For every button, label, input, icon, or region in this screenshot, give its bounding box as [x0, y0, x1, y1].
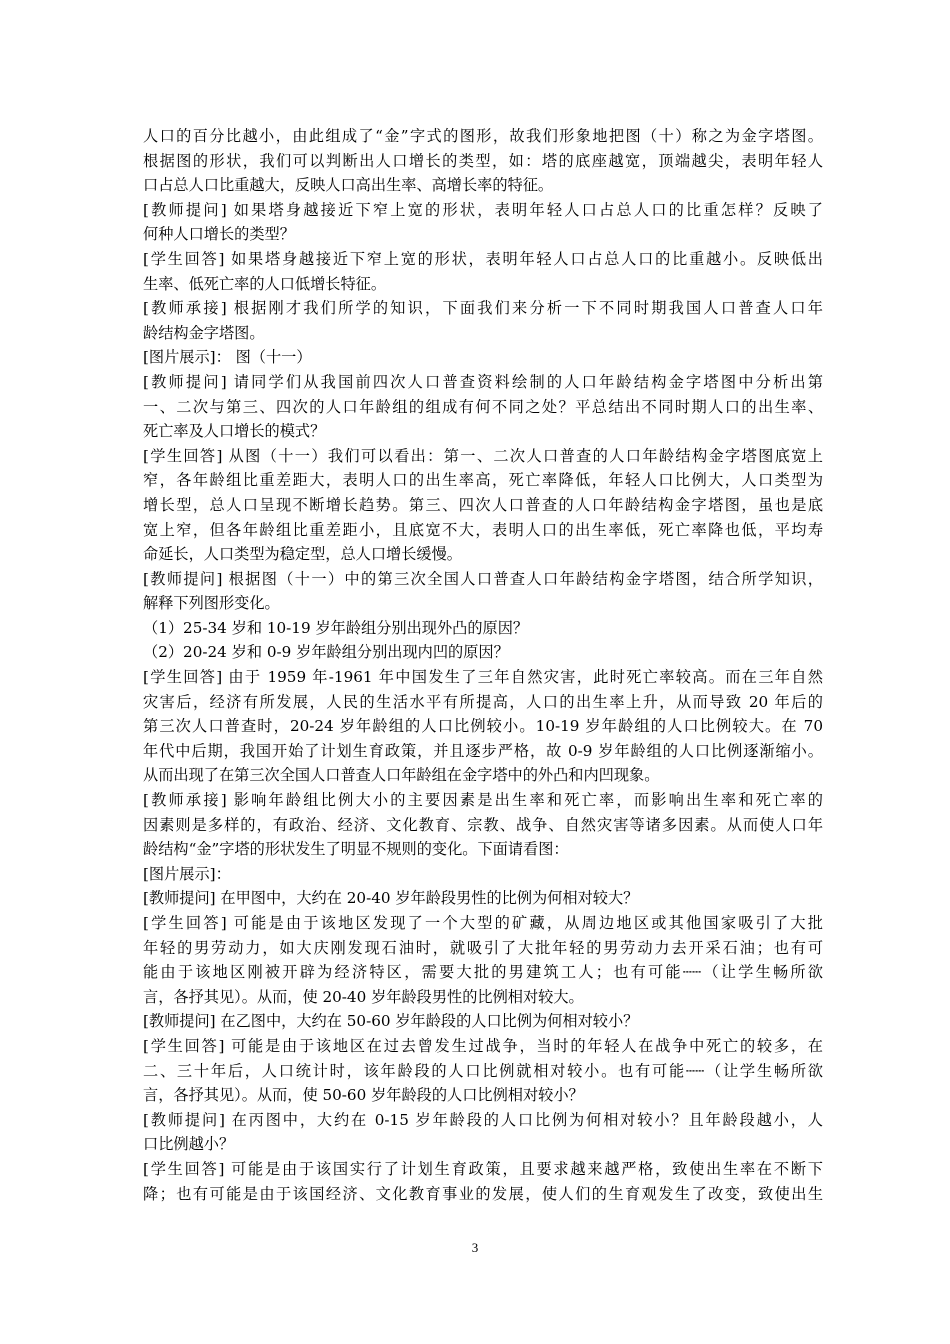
text-line: [学生回答] 从图（十一）我们可以看出：第一、二次人口普查的人口年龄结构金字塔图底宽上 [143, 446, 823, 465]
text-line: 人口的百分比越小，由此组成了“金”字式的图形，故我们形象地把图（十）称之为金字塔图。 [143, 127, 823, 145]
text-line: [教师提问] 请同学们从我国前四次人口普查资料绘制的人口年龄结构金字塔图中分析出第 [143, 372, 823, 391]
text-line: 解释下列图形变化。 [143, 594, 280, 613]
text-line: 言，各抒其见）。从而，使 50-60 岁年龄段的人口比例相对较小？ [143, 1086, 584, 1105]
text-line: 何种人口增长的类型？ [143, 225, 295, 244]
text-line: 口比例越小？ [143, 1135, 235, 1154]
text-line: [学生回答] 可能是由于该地区发现了一个大型的矿藏，从周边地区或其他国家吸引了大批 [143, 914, 823, 932]
text-line: （2）20-24 岁和 0-9 岁年龄组分别出现内凹的原因？ [143, 643, 509, 662]
text-line: [教师承接] 影响年龄组比例大小的主要因素是出生率和死亡率，而影响出生率和死亡率的 [143, 791, 823, 810]
text-line: [图片展示]： 图（十一） [143, 348, 312, 367]
text-line: 第三次人口普查时，20-24 岁年龄组的人口比例较小。10-19 岁年龄组的人口比例较大。在 70 [143, 717, 823, 736]
text-line: 因素则是多样的，有政治、经济、文化教育、宗教、战争、自然灾害等诸多因素。从而使人口年 [143, 815, 823, 834]
text-line: [学生回答] 由于 1959 年-1961 年中国发生了三年自然灾害，此时死亡率较高。而在三年自然 [143, 668, 823, 687]
text-line: [教师提问] 根据图（十一）中的第三次全国人口普查人口年龄结构金字塔图，结合所学知识， [143, 569, 823, 588]
text-line: 能由于该地区刚被开辟为经济特区，需要大批的男建筑工人；也有可能┄┄（让学生畅所欲 [143, 963, 823, 982]
text-line: [图片展示]： [143, 864, 231, 883]
text-line: [学生回答] 可能是由于该国实行了计划生育政策，且要求越来越严格，致使出生率在不断下 [143, 1159, 823, 1178]
text-line: 灾害后，经济有所发展，人民的生活水平有所提高，人口的出生率上升，从而导致 20 年后的 [143, 692, 823, 711]
text-line: 口占总人口比重越大，反映人口高出生率、高增长率的特征。 [143, 176, 554, 195]
text-line: 根据图的形状，我们可以判断出人口增长的类型，如：塔的底座越宽，顶端越尖，表明年轻人 [143, 151, 823, 170]
page-number: 3 [471, 1240, 479, 1255]
text-line: 从而出现了在第三次全国人口普查人口年龄组在金字塔中的外凸和内凹现象。 [143, 766, 660, 785]
text-line: [教师提问] 在丙图中，大约在 0-15 岁年龄段的人口比例为何相对较小？且年龄段越小，人 [143, 1110, 823, 1129]
text-line: 一、二次与第三、四次的人口年龄组的组成有何不同之处？平总结出不同时期人口的出生率、 [143, 397, 823, 416]
text-line: [教师提问] 在乙图中，大约在 50-60 岁年龄段的人口比例为何相对较小？ [143, 1012, 639, 1031]
text-line: 二、三十年后，人口统计时，该年龄段的人口比例就相对较小。也有可能┄┄（让学生畅所欲 [143, 1061, 823, 1080]
text-line: （1）25-34 岁和 10-19 岁年龄组分别出现外凸的原因？ [143, 618, 529, 637]
text-line: [教师承接] 根据刚才我们所学的知识，下面我们来分析一下不同时期我国人口普查人口年 [143, 299, 823, 318]
text-line: 年代中后期，我国开始了计划生育政策，并且逐步严格，故 0-9 岁年龄组的人口比例逐渐缩小。 [143, 741, 823, 760]
document-body [143, 124, 823, 1206]
text-line: 死亡率及人口增长的模式？ [143, 422, 326, 441]
text-line: [学生回答] 可能是由于该地区在过去曾发生过战争，当时的年轻人在战争中死亡的较多，在 [143, 1036, 823, 1055]
text-line: 生率、低死亡率的人口低增长特征。 [143, 274, 386, 293]
text-line: 年轻的男劳动力，如大庆刚发现石油时，就吸引了大批年轻的男劳动力去开采石油；也有可 [143, 938, 823, 957]
text-line: 增长型，总人口呈现不断增长趋势。第三、四次人口普查的人口年龄结构金字塔图，虽也是底 [143, 495, 823, 514]
text-line: [教师提问] 如果塔身越接近下窄上宽的形状，表明年轻人口占总人口的比重怎样？反映了 [143, 200, 823, 219]
text-line: 龄结构“金”字塔的形状发生了明显不规则的变化。下面请看图： [143, 840, 569, 859]
text-line: 宽上窄，但各年龄组比重差距小，且底宽不大，表明人口的出生率低，死亡率降也低，平均寿 [143, 520, 823, 539]
text-line: [教师提问] 在甲图中，大约在 20-40 岁年龄段男性的比例为何相对较大？ [143, 889, 639, 908]
text-line: 降；也有可能是由于该国经济、文化教育事业的发展，使人们的生育观发生了改变，致使出生 [143, 1184, 823, 1203]
text-line: 言，各抒其见）。从而，使 20-40 岁年龄段男性的比例相对较大。 [143, 987, 584, 1006]
text-line: [学生回答] 如果塔身越接近下窄上宽的形状，表明年轻人口占总人口的比重越小。反映低出 [143, 249, 823, 268]
text-line: 龄结构金字塔图。 [143, 323, 265, 342]
text-line: 命延长，人口类型为稳定型，总人口增长缓慢。 [143, 545, 462, 564]
text-line: 窄，各年龄组比重差距大，表明人口的出生率高，死亡率降低，年轻人口比例大，人口类型为 [143, 471, 823, 490]
